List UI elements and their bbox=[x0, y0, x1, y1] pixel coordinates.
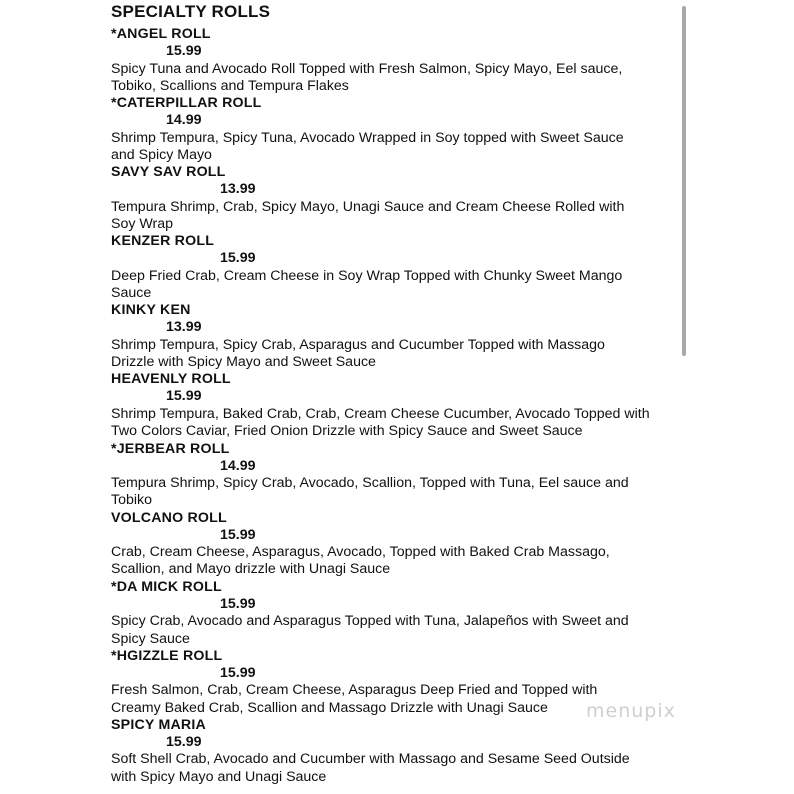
item-description-line: Drizzle with Spicy Mayo and Sweet Sauce bbox=[111, 354, 376, 371]
item-description-line: and Spicy Mayo bbox=[111, 146, 212, 163]
item-price: 14.99 bbox=[166, 112, 202, 129]
item-description-line: Deep Fried Crab, Cream Cheese in Soy Wrap Topped with Chunky Sweet Mango bbox=[111, 267, 623, 284]
menu-item bbox=[111, 164, 691, 233]
item-description-line: Shrimp Tempura, Spicy Crab, Asparagus and Cucumber Topped with Massago bbox=[111, 336, 605, 353]
item-price: 13.99 bbox=[166, 319, 202, 336]
item-price: 15.99 bbox=[220, 664, 256, 681]
item-description-line: Spicy Sauce bbox=[111, 630, 190, 647]
item-price: 15.99 bbox=[166, 388, 202, 405]
watermark-logo: menupix bbox=[586, 700, 676, 722]
menu-item bbox=[111, 26, 691, 95]
item-name: HEAVENLY ROLL bbox=[111, 371, 231, 388]
item-price: 15.99 bbox=[166, 733, 202, 750]
item-description-line: Shrimp Tempura, Spicy Tuna, Avocado Wrapped in Soy topped with Sweet Sauce bbox=[111, 129, 624, 146]
item-price: 15.99 bbox=[166, 43, 202, 59]
item-description-line: Fresh Salmon, Crab, Cream Cheese, Asparagus Deep Fried and Topped with bbox=[111, 682, 598, 699]
item-description-line: Sauce bbox=[111, 285, 152, 302]
item-description-line: Crab, Cream Cheese, Asparagus, Avocado, Topped with Baked Crab Massago, bbox=[111, 544, 610, 561]
item-description-line: Spicy Crab, Avocado and Asparagus Topped with Tuna, Jalapeños with Sweet and bbox=[111, 613, 629, 630]
item-name: *HGIZZLE ROLL bbox=[111, 647, 223, 664]
menu-item-list bbox=[111, 26, 691, 786]
item-description-line: Shrimp Tempura, Baked Crab, Crab, Cream Cheese Cucumber, Avocado Topped with bbox=[111, 405, 650, 422]
item-description-line: Tempura Shrimp, Crab, Spicy Mayo, Unagi Sauce and Cream Cheese Rolled with bbox=[111, 198, 625, 215]
item-description-line: Tempura Shrimp, Spicy Crab, Avocado, Scallion, Topped with Tuna, Eel sauce and bbox=[111, 475, 629, 492]
item-price: 15.99 bbox=[220, 526, 256, 543]
item-name: KENZER ROLL bbox=[111, 233, 215, 250]
item-price: 14.99 bbox=[220, 457, 256, 474]
menu-item bbox=[111, 95, 691, 164]
menu-item bbox=[111, 371, 691, 440]
menu-item bbox=[111, 510, 691, 579]
menu-page bbox=[111, 0, 691, 786]
item-name: KINKY KEN bbox=[111, 302, 191, 319]
item-description-line: Creamy Baked Crab, Scallion and Massago Drizzle with Unagi Sauce bbox=[111, 699, 548, 716]
item-description-line: Spicy Tuna and Avocado Roll Topped with Fresh Salmon, Spicy Mayo, Eel sauce, bbox=[111, 60, 623, 77]
item-name: SPICY MARIA bbox=[111, 716, 206, 733]
menu-item bbox=[111, 717, 691, 786]
item-description-line: Two Colors Caviar, Fried Onion Drizzle with Spicy Sauce and Sweet Sauce bbox=[111, 423, 583, 440]
item-description-line: Scallion, and Mayo drizzle with Unagi Sauce bbox=[111, 561, 391, 578]
menu-item bbox=[111, 441, 691, 510]
item-description-line: Soy Wrap bbox=[111, 215, 174, 232]
menu-item bbox=[111, 579, 691, 648]
item-name: SAVY SAV ROLL bbox=[111, 164, 226, 181]
item-name: *ANGEL ROLL bbox=[111, 26, 211, 42]
item-description-line: with Spicy Mayo and Unagi Sauce bbox=[111, 768, 327, 785]
menu-item bbox=[111, 233, 691, 302]
vertical-scrollbar[interactable] bbox=[682, 6, 686, 356]
item-name: *DA MICK ROLL bbox=[111, 578, 222, 595]
item-description-line: Soft Shell Crab, Avocado and Cucumber with Massago and Sesame Seed Outside bbox=[111, 751, 630, 768]
item-price: 15.99 bbox=[220, 250, 256, 267]
item-name: *CATERPILLAR ROLL bbox=[111, 95, 262, 112]
menu-item bbox=[111, 302, 691, 371]
item-price: 15.99 bbox=[220, 595, 256, 612]
item-name: VOLCANO ROLL bbox=[111, 509, 227, 526]
item-name: *JERBEAR ROLL bbox=[111, 440, 230, 457]
section-heading: SPECIALTY ROLLS bbox=[111, 2, 271, 21]
item-description-line: Tobiko bbox=[111, 492, 153, 509]
item-description-line: Tobiko, Scallions and Tempura Flakes bbox=[111, 77, 349, 94]
item-price: 13.99 bbox=[220, 181, 256, 198]
